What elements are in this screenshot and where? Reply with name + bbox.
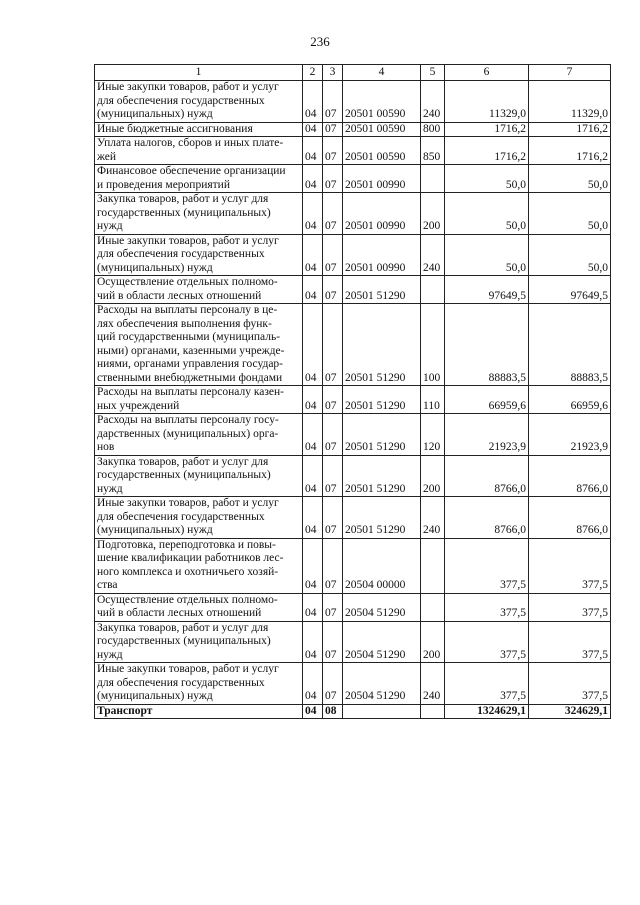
expense-name-cell: Иные закупки товаров, работ и услуг для обеспечения государственных (муниципальных) нужд	[95, 81, 303, 123]
header-cell: 4	[343, 65, 421, 81]
subsection-code-cell: 07	[323, 497, 343, 539]
table-row	[95, 414, 611, 456]
section-code-cell: 04	[303, 621, 323, 663]
section-code-cell: 04	[303, 137, 323, 165]
amount-col7-cell: 21923,9	[529, 414, 611, 456]
amount-col6-cell: 1324629,1	[445, 704, 529, 719]
amount-col7-cell: 50,0	[529, 165, 611, 193]
header-cell: 7	[529, 65, 611, 81]
header-cell: 3	[323, 65, 343, 81]
table-body	[95, 81, 611, 719]
expense-name-cell: Иные закупки товаров, работ и услуг для обеспечения государственных (муниципальных) нужд	[95, 234, 303, 276]
amount-col6-cell: 8766,0	[445, 497, 529, 539]
table-row	[95, 122, 611, 137]
section-code-cell: 04	[303, 122, 323, 137]
expense-type-cell	[421, 704, 445, 719]
table-row	[95, 276, 611, 304]
expense-type-cell: 200	[421, 455, 445, 497]
section-code-cell: 04	[303, 455, 323, 497]
section-code-cell: 04	[303, 538, 323, 593]
section-code-cell: 04	[303, 81, 323, 123]
section-code-cell: 04	[303, 234, 323, 276]
expense-name-cell: Транспорт	[95, 704, 303, 719]
expense-type-cell: 240	[421, 663, 445, 705]
section-code-cell: 04	[303, 276, 323, 304]
target-article-cell: 20504 51290	[343, 663, 421, 705]
amount-col6-cell: 97649,5	[445, 276, 529, 304]
target-article-cell: 20501 00590	[343, 81, 421, 123]
amount-col7-cell: 1716,2	[529, 137, 611, 165]
subsection-code-cell: 07	[323, 304, 343, 386]
amount-col6-cell: 50,0	[445, 165, 529, 193]
expense-type-cell: 240	[421, 497, 445, 539]
amount-col7-cell: 8766,0	[529, 455, 611, 497]
subsection-code-cell: 07	[323, 621, 343, 663]
amount-col6-cell: 377,5	[445, 538, 529, 593]
amount-col7-cell: 88883,5	[529, 304, 611, 386]
subsection-code-cell: 07	[323, 165, 343, 193]
table-row	[95, 386, 611, 414]
subsection-code-cell: 07	[323, 414, 343, 456]
header-row	[95, 65, 611, 81]
target-article-cell: 20501 51290	[343, 276, 421, 304]
header-cell: 2	[303, 65, 323, 81]
subsection-code-cell: 08	[323, 704, 343, 719]
target-article-cell: 20504 00000	[343, 538, 421, 593]
target-article-cell: 20501 00590	[343, 137, 421, 165]
amount-col6-cell: 50,0	[445, 193, 529, 235]
target-article-cell: 20501 00990	[343, 234, 421, 276]
expense-type-cell: 240	[421, 234, 445, 276]
expense-type-cell: 120	[421, 414, 445, 456]
expense-name-cell: Расходы на выплаты персоналу госу- дарственных (муниципальных) орга- нов	[95, 414, 303, 456]
subsection-code-cell: 07	[323, 122, 343, 137]
table-row	[95, 234, 611, 276]
table-row	[95, 497, 611, 539]
table-row	[95, 704, 611, 719]
section-code-cell: 04	[303, 593, 323, 621]
expense-type-cell: 850	[421, 137, 445, 165]
expense-name-cell: Расходы на выплаты персоналу в це- лях обеспечения выполнения функ- ций государственными (муниципаль- ными) органами, казенными учрежде- ниями, органами управления государ- ственными внебюджетными фондами	[95, 304, 303, 386]
expense-name-cell: Финансовое обеспечение организации и проведения мероприятий	[95, 165, 303, 193]
subsection-code-cell: 07	[323, 81, 343, 123]
amount-col7-cell: 377,5	[529, 593, 611, 621]
target-article-cell: 20501 00990	[343, 165, 421, 193]
subsection-code-cell: 07	[323, 193, 343, 235]
subsection-code-cell: 07	[323, 386, 343, 414]
subsection-code-cell: 07	[323, 276, 343, 304]
target-article-cell	[343, 704, 421, 719]
amount-col6-cell: 377,5	[445, 621, 529, 663]
target-article-cell: 20501 00990	[343, 193, 421, 235]
section-code-cell: 04	[303, 497, 323, 539]
expense-type-cell: 200	[421, 193, 445, 235]
amount-col7-cell: 66959,6	[529, 386, 611, 414]
target-article-cell: 20501 51290	[343, 386, 421, 414]
expense-name-cell: Подготовка, переподготовка и повы- шение квалификации работников лес- ного комплекса и охотничьего хозяй- ства	[95, 538, 303, 593]
table-row	[95, 165, 611, 193]
expense-name-cell: Расходы на выплаты персоналу казен- ных учреждений	[95, 386, 303, 414]
target-article-cell: 20501 51290	[343, 414, 421, 456]
subsection-code-cell: 07	[323, 593, 343, 621]
expense-name-cell: Закупка товаров, работ и услуг для государственных (муниципальных) нужд	[95, 455, 303, 497]
amount-col7-cell: 377,5	[529, 538, 611, 593]
expense-type-cell: 800	[421, 122, 445, 137]
table-row	[95, 663, 611, 705]
section-code-cell: 04	[303, 663, 323, 705]
amount-col7-cell: 50,0	[529, 193, 611, 235]
page-number: 236	[310, 34, 330, 49]
table-row	[95, 621, 611, 663]
amount-col7-cell: 97649,5	[529, 276, 611, 304]
amount-col6-cell: 50,0	[445, 234, 529, 276]
amount-col7-cell: 50,0	[529, 234, 611, 276]
expense-name-cell: Уплата налогов, сборов и иных плате- жей	[95, 137, 303, 165]
target-article-cell: 20504 51290	[343, 621, 421, 663]
expense-name-cell: Закупка товаров, работ и услуг для государственных (муниципальных) нужд	[95, 193, 303, 235]
section-code-cell: 04	[303, 304, 323, 386]
section-code-cell: 04	[303, 414, 323, 456]
amount-col6-cell: 1716,2	[445, 137, 529, 165]
header-cell: 1	[95, 65, 303, 81]
section-code-cell: 04	[303, 704, 323, 719]
table-row	[95, 193, 611, 235]
table-row	[95, 137, 611, 165]
table-row	[95, 81, 611, 123]
amount-col7-cell: 8766,0	[529, 497, 611, 539]
target-article-cell: 20501 51290	[343, 455, 421, 497]
section-code-cell: 04	[303, 386, 323, 414]
target-article-cell: 20501 51290	[343, 497, 421, 539]
expense-name-cell: Иные закупки товаров, работ и услуг для обеспечения государственных (муниципальных) нужд	[95, 663, 303, 705]
amount-col6-cell: 8766,0	[445, 455, 529, 497]
expense-type-cell: 240	[421, 81, 445, 123]
expense-name-cell: Осуществление отдельных полномо- чий в области лесных отношений	[95, 593, 303, 621]
amount-col7-cell: 377,5	[529, 663, 611, 705]
amount-col7-cell: 377,5	[529, 621, 611, 663]
expense-name-cell: Закупка товаров, работ и услуг для государственных (муниципальных) нужд	[95, 621, 303, 663]
subsection-code-cell: 07	[323, 137, 343, 165]
expense-type-cell: 110	[421, 386, 445, 414]
subsection-code-cell: 07	[323, 663, 343, 705]
expense-type-cell: 200	[421, 621, 445, 663]
expense-name-cell: Иные бюджетные ассигнования	[95, 122, 303, 137]
section-code-cell: 04	[303, 193, 323, 235]
section-code-cell: 04	[303, 165, 323, 193]
expense-type-cell	[421, 593, 445, 621]
table-row	[95, 593, 611, 621]
amount-col7-cell: 1716,2	[529, 122, 611, 137]
target-article-cell: 20501 51290	[343, 304, 421, 386]
table-row	[95, 455, 611, 497]
amount-col6-cell: 377,5	[445, 593, 529, 621]
subsection-code-cell: 07	[323, 455, 343, 497]
expense-type-cell	[421, 165, 445, 193]
expense-name-cell: Осуществление отдельных полномо- чий в области лесных отношений	[95, 276, 303, 304]
amount-col6-cell: 377,5	[445, 663, 529, 705]
subsection-code-cell: 07	[323, 234, 343, 276]
expense-type-cell	[421, 276, 445, 304]
amount-col6-cell: 66959,6	[445, 386, 529, 414]
expense-type-cell: 100	[421, 304, 445, 386]
target-article-cell: 20501 00590	[343, 122, 421, 137]
amount-col7-cell: 11329,0	[529, 81, 611, 123]
amount-col6-cell: 11329,0	[445, 81, 529, 123]
amount-col6-cell: 88883,5	[445, 304, 529, 386]
table-row	[95, 304, 611, 386]
amount-col6-cell: 1716,2	[445, 122, 529, 137]
amount-col6-cell: 21923,9	[445, 414, 529, 456]
table-row	[95, 538, 611, 593]
expense-name-cell: Иные закупки товаров, работ и услуг для обеспечения государственных (муниципальных) нужд	[95, 497, 303, 539]
header-cell: 6	[445, 65, 529, 81]
subsection-code-cell: 07	[323, 538, 343, 593]
amount-col7-cell: 324629,1	[529, 704, 611, 719]
target-article-cell: 20504 51290	[343, 593, 421, 621]
expense-type-cell	[421, 538, 445, 593]
budget-table	[94, 64, 611, 719]
header-cell: 5	[421, 65, 445, 81]
